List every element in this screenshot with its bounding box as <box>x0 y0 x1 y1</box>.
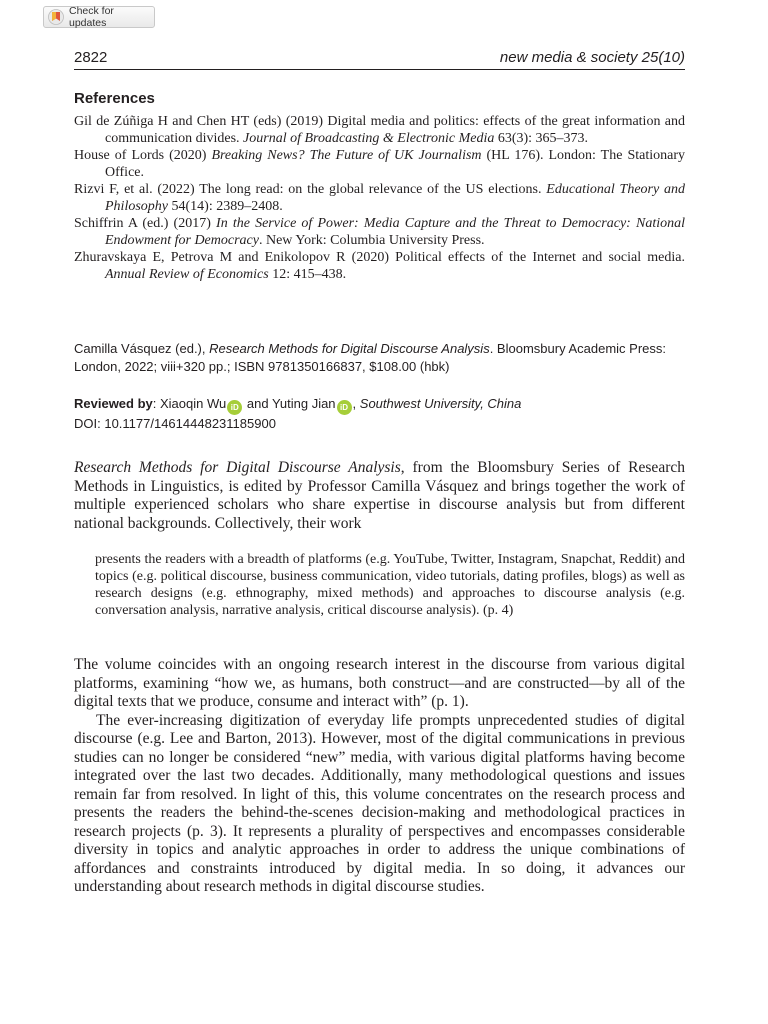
reviewer-name: Xiaoqin Wu <box>160 396 227 411</box>
reference-item: Zhuravskaya E, Petrova M and Enikolopov R (2020) Political effects of the Internet and social media. Annual Review of Economics 12: 415–438. <box>74 250 685 282</box>
book-details: . Bloomsbury Academic Press: London, 2022; viii+320 pp.; ISBN 9781350166837, $108.00 (hbk) <box>74 341 666 374</box>
crossmark-icon <box>48 9 64 25</box>
doi[interactable]: DOI: 10.1177/14614448231185900 <box>74 416 276 431</box>
orcid-icon[interactable]: iD <box>227 400 242 415</box>
orcid-icon[interactable]: iD <box>337 400 352 415</box>
references-heading: References <box>74 90 155 107</box>
reference-item: House of Lords (2020) Breaking News? The Future of UK Journalism (HL 176). London: The Stationary Office. <box>74 148 685 180</box>
reviewer-block: Reviewed by: Xiaoqin Wu iD and Yuting Jian iD , Southwest University, China DOI: 10.1177/14614448231185900 <box>74 395 685 433</box>
book-title-inline: Research Methods for Digital Discourse Analysis <box>74 459 401 476</box>
body-paragraph: The volume coincides with an ongoing research interest in the discourse from various digital platforms, examining “how we, as humans, both construct—and are constructed—by all of the digital texts that we produce, consume and interact with” (p. 1). <box>74 656 685 710</box>
reviewed-by-label: Reviewed by <box>74 396 153 411</box>
body-text <box>74 656 685 897</box>
book-editor: Camilla Vásquez (ed.), <box>74 341 210 356</box>
check-for-updates-button[interactable] <box>43 6 155 28</box>
reviewer-name: Yuting Jian <box>271 396 336 411</box>
page-number: 2822 <box>74 49 108 66</box>
body-paragraph: The ever-increasing digitization of everyday life prompts unprecedented studies of digital discourse (e.g. Lee and Barton, 2013). However, most of the digital communications in previous studies can no longer be considered “new” media, with various digital platforms having become integrated over the last two decades. Additionally, many methodological questions and issues remain far from resolved. In light of this, this volume concentrates on the research process and presents the readers the behind-the-scenes decision-making and methodological practices in research projects (p. 3). It represents a plurality of perspectives and encompasses considerable diversity in topics and analytic approaches in order to address the unique combinations of affordances and constraints introduced by digital media. In so doing, it advances our understanding about research methods in digital discourse studies. <box>74 711 685 895</box>
running-header <box>74 47 685 70</box>
reference-item: Schiffrin A (ed.) (2017) In the Service of Power: Media Capture and the Threat to Democracy: National Endowment for Democracy. New York: Columbia University Press. <box>74 216 685 248</box>
body-paragraph: Research Methods for Digital Discourse Analysis, from the Bloomsbury Series of Research Methods in Linguistics, is edited by Professor Camilla Vásquez and brings together the work of multiple experienced scholars who share expertise in discourse analysis but from different national backgrounds. Collectively, their work <box>74 459 685 532</box>
check-for-updates-label: Check for updates <box>69 5 114 29</box>
reference-list <box>74 113 685 283</box>
book-title: Research Methods for Digital Discourse Analysis <box>209 341 490 356</box>
journal-title: new media & society 25(10) <box>499 49 685 66</box>
reference-item: Rizvi F, et al. (2022) The long read: on the global relevance of the US elections. Educational Theory and Philosophy 54(14): 2389–2408. <box>74 182 685 214</box>
block-quote: presents the readers with a breadth of platforms (e.g. YouTube, Twitter, Instagram, Snapchat, Reddit) and topics (e.g. political discourse, business communication, video tutorials, dating profiles, blogs) as well as research designs (e.g. ethnography, mixed methods) and approaches to discourse analysis (e.g. conversation analysis, narrative analysis, critical discourse analysis). (p. 4) <box>95 552 685 618</box>
affiliation: Southwest University, China <box>359 396 522 411</box>
book-citation <box>74 340 685 376</box>
reference-item: Gil de Zúñiga H and Chen HT (eds) (2019) Digital media and politics: effects of the great information and communication divides. Journal of Broadcasting & Electronic Media 63(3): 365–373. <box>74 114 685 146</box>
